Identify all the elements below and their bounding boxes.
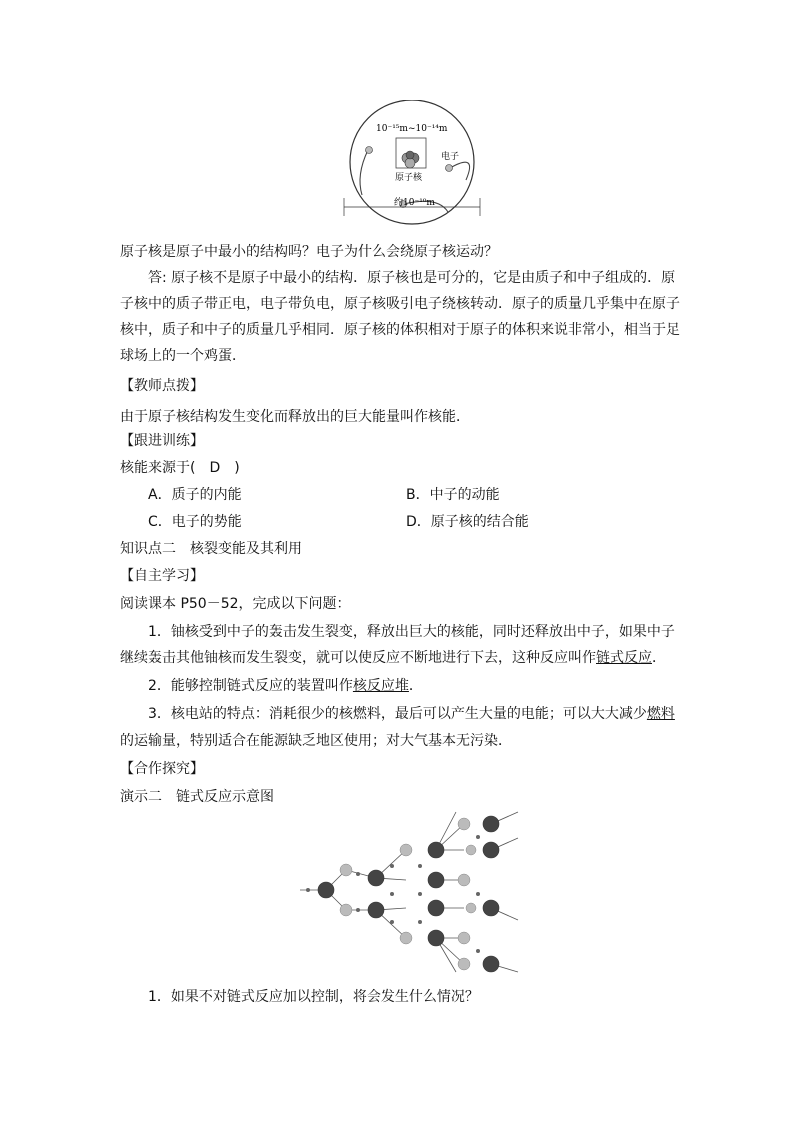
option-c: C．电子的势能: [148, 514, 242, 530]
electron-label: 电子: [441, 152, 460, 162]
item3-line1: 3．核电站的特点：消耗很少的核燃料，最后可以产生大量的电能；可以大大减少燃料: [148, 706, 675, 722]
item3-line2: 的运输量，特别适合在能源缺乏地区使用；对大气基本无污染．: [120, 733, 512, 749]
answer-line-1: 答: 原子核不是原子中最小的结构．原子核也是可分的，它是由质子和中子组成的．原: [148, 270, 676, 286]
practice-question: 核能来源于( D ): [120, 460, 240, 476]
section2-title: 知识点二 核裂变能及其利用: [120, 541, 302, 557]
answer-line-3: 核中，质子和中子的质量几乎相同．原子核的体积相对于原子的体积来说非常小，相当于足: [120, 322, 680, 338]
electron-orbit-left: [360, 150, 368, 195]
coop-heading: 【合作探究】: [120, 761, 204, 777]
electron-right: [446, 165, 453, 172]
nucleus-label: 原子核: [395, 173, 423, 183]
final-question: 1．如果不对链式反应加以控制，将会发生什么情况？: [148, 989, 479, 1005]
teacher-tip-text: 由于原子核结构发生变化而释放出的巨大能量叫作核能．: [120, 409, 470, 425]
demo2-title: 演示二 链式反应示意图: [120, 789, 274, 805]
chain-reaction-term: 链式反应: [596, 650, 652, 666]
nucleus-size-label: 10⁻¹⁵m~10⁻¹⁴m: [376, 124, 448, 134]
fission-fragments: [340, 818, 476, 970]
answer-line-2: 子核中的质子带正电，电子带负电，原子核吸引电子绕核转动．原子的质量几乎集中在原子: [120, 296, 680, 312]
option-a: A．质子的内能: [148, 487, 242, 503]
option-b: B．中子的动能: [406, 487, 500, 503]
uranium-nuclei: [318, 816, 499, 972]
option-d: D．原子核的结合能: [406, 514, 529, 530]
reading-instruction: 阅读课本 P50－52，完成以下问题：: [120, 596, 351, 612]
teacher-tip-heading: 【教师点拨】: [120, 378, 204, 394]
item1-line1: 1．铀核受到中子的轰击发生裂变，释放出巨大的核能，同时还释放出中子，如果中子: [148, 624, 675, 640]
fuel-term: 燃料: [646, 706, 675, 722]
item1-line2: 继续轰击其他铀核而发生裂变，就可以使反应不断地进行下去，这种反应叫作链式反应．: [120, 650, 666, 666]
reactor-term: 核反应堆: [352, 678, 409, 694]
self-study-heading: 【自主学习】: [120, 568, 204, 584]
electron-orbit-right: [450, 162, 470, 180]
atom-size-label: 约10⁻¹⁰m: [394, 198, 435, 208]
question-text: 原子核是原子中最小的结构吗？电子为什么会绕原子核运动？: [120, 244, 498, 260]
nucleus: [402, 151, 419, 168]
answer-line-4: 球场上的一个鸡蛋．: [120, 348, 246, 364]
practice-heading: 【跟进训练】: [120, 433, 204, 449]
electron-left: [366, 147, 373, 154]
atom-diagram: [338, 100, 486, 232]
chain-reaction-diagram: [296, 810, 522, 974]
item2-line: 2．能够控制链式反应的装置叫作核反应堆．: [148, 678, 423, 694]
